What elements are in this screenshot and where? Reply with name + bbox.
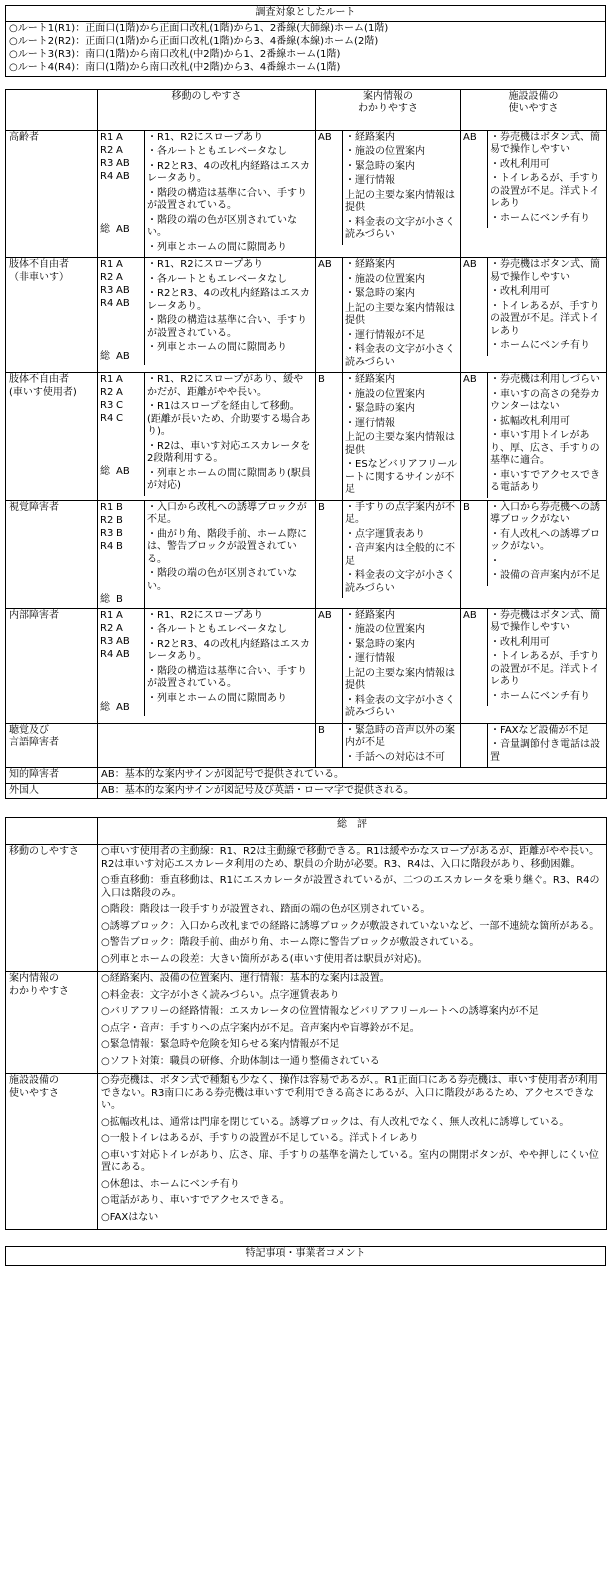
review-item: ○階段：階段は一段手すりが設置され、踏面の端の色が区別されている。 (101, 904, 431, 915)
route-code: R3 (100, 635, 114, 647)
overall-grade: B (318, 501, 325, 513)
mobility-note: ・R1、R2にスロープあり (147, 609, 264, 621)
info-note: ・緊急時の案内 (345, 403, 415, 414)
info-note: 上記の主要な案内情報は提供 (345, 667, 455, 691)
route-code: 総 (100, 466, 110, 477)
mobility-note: ・列車とホームの間に隙間あり(駅員が対応) (147, 467, 311, 491)
overall-grade: AB (463, 374, 477, 385)
info-note: ・施設の位置案内 (345, 273, 425, 285)
info-note: ・料金表の文字が小さく読みづらい (345, 570, 455, 594)
route-grade: A (116, 144, 123, 156)
mobility-note: ・各ルートともエレベータなし (147, 146, 287, 157)
info-note: ・緊急時の案内 (345, 288, 415, 299)
review-item: ○警告ブロック：階段手前、曲がり角、ホーム際に警告ブロックが敷設されている。 (101, 937, 480, 948)
facility-note: ・改札利用可 (490, 286, 550, 297)
review-section-label: 案内情報の わかりやすさ (6, 972, 98, 1074)
info-note: 上記の主要な案内情報は提供 (345, 432, 455, 456)
route-grade (116, 554, 138, 594)
review-item: ○誘導ブロック：入口から改札までの経路に誘導ブロックが敷設されていないなど、一部不連続な箇所がある。 (101, 920, 600, 932)
facility-note: ・券売機はボタン式、簡易で操作しやすい (490, 259, 600, 283)
facility-note: ・トイレあるが、手すりの設置が不足。洋式トイレあり (490, 300, 600, 337)
route-grade (116, 662, 138, 702)
review-section (6, 1074, 607, 1230)
evaluation-table (5, 89, 607, 800)
route-code: R2 (100, 387, 114, 398)
summary-label: 外国人 (6, 783, 98, 799)
mobility-note: ・入口から改札への誘導ブロックが不足。 (147, 501, 307, 525)
route-code: R1 (100, 501, 114, 513)
review-title: 総 評 (98, 818, 607, 845)
info-note: ・施設の位置案内 (345, 146, 425, 157)
route-code: R2 (100, 272, 114, 283)
review-item: ○緊急情報：緊急時や危険を知らせる案内情報が不足 (101, 1039, 340, 1050)
evaluation-row (6, 258, 607, 373)
mobility-cell (98, 373, 316, 501)
route-grade: AB (116, 648, 130, 660)
info-cell (316, 258, 461, 373)
summary-text: AB：基本的な案内サインが図記号及び英語・ローマ字で提供される。 (98, 783, 607, 799)
info-note: ・緊急時の音声以外の案内が不足 (345, 724, 455, 748)
review-item: ○垂直移動：垂直移動は、R1にエスカレータが設置されているが、二つのエスカレータを乗り継ぐ。R3、R4の入口は階段のみ。 (101, 875, 600, 899)
facility-note: ・改札利用可 (490, 158, 550, 170)
evaluation-row (6, 723, 607, 768)
info-note: ・料金表の文字が小さく読みづらい (345, 344, 455, 368)
routes-table (5, 5, 606, 77)
facility-note: ・ホームにベンチ有り (490, 340, 590, 351)
review-item: ○車いす使用者の主動線：R1、R2は主動線で移動できる。R1は緩やかなスロープがあるが、距離がやや長い。R2は車いす対応エスカレータ利用のため、駅員の介助が必要。R3、R4は、入口に階段があり、移動困難。 (101, 846, 600, 870)
info-note: ・ESなどバリアフリールートに関するサインが不足 (345, 459, 458, 495)
review-section-label: 移動のしやすさ (6, 845, 98, 972)
review-section (6, 845, 607, 972)
facility-cell (461, 608, 607, 723)
facility-note: ・拡幅改札利用可 (490, 415, 570, 427)
mobility-note: ・R2は、車いす対応エスカレータを2段階利用する。 (147, 440, 311, 464)
mobility-cell (98, 723, 316, 768)
route-grade: AB (116, 298, 130, 309)
review-item: ○料金表：文字が小さく読みづらい。点字運賃表あり (101, 989, 340, 1001)
info-note: ・施設の位置案内 (345, 624, 425, 635)
route-grade: AB (116, 285, 130, 296)
facility-note: ・ (490, 555, 500, 567)
overall-grade: AB (463, 131, 477, 143)
route-code: 総 (100, 701, 110, 713)
route-code (100, 554, 116, 594)
summary-text: AB：基本的な案内サインが図記号で提供されている。 (98, 768, 607, 784)
facility-cell (461, 373, 607, 501)
row-label: 肢体不自由者 （非車いす） (6, 258, 98, 373)
mobility-note: ・R2とR3、4の改札内経路はエスカレータあり。 (147, 288, 310, 312)
mobility-note: ・R2とR3、4の改札内経路はエスカレータあり。 (147, 638, 310, 662)
header-facility: 施設設備の 使いやすさ (461, 89, 607, 130)
facility-note: ・券売機はボタン式、簡易で操作しやすい (490, 609, 600, 633)
facility-cell (461, 258, 607, 373)
route-grade: AB (116, 635, 130, 647)
info-cell (316, 608, 461, 723)
summary-row (6, 783, 607, 799)
review-item: ○券売機は、ボタン式で種類も少なく、操作は容易であるが、。R1正面口にある券売機は、車いす使用者が利用できない。R3南口にある券売機は車いすで利用できる高さにあるが、入口に階段があるため、アクセスできない。 (101, 1075, 598, 1111)
mobility-note: ・各ルートともエレベータなし (147, 624, 287, 635)
route-code: R3 (100, 527, 114, 539)
facility-cell (461, 500, 607, 608)
route-grade: A (116, 622, 123, 634)
route-grade: B (116, 501, 123, 513)
route-code: R3 (100, 157, 114, 169)
route-code: R4 (100, 648, 114, 660)
route-grade: B (116, 514, 123, 526)
facility-note: ・車いすの高さの発券カウンターはない (490, 388, 600, 412)
info-note: ・運行情報 (345, 417, 395, 429)
facility-note: ・改札利用可 (490, 636, 550, 648)
mobility-note: ・列車とホームの間に隙間あり (147, 342, 287, 353)
info-note: ・緊急時の案内 (345, 638, 415, 650)
evaluation-row (6, 500, 607, 608)
review-item: ○FAXはない (101, 1211, 159, 1223)
route-code: R1 (100, 609, 114, 621)
route-grade: AB (116, 466, 130, 477)
summary-label: 知的障害者 (6, 768, 98, 784)
facility-note: ・入口から券売機への誘導ブロックがない (490, 501, 600, 525)
info-note: 上記の主要な案内情報は提供 (345, 189, 455, 213)
remarks-table (5, 1246, 606, 1266)
info-note: ・経路案内 (345, 131, 395, 143)
route-grade: A (116, 387, 123, 398)
review-item: ○列車とホームの段差：大きい箇所がある(車いす使用者は駅員が対応)。 (101, 953, 428, 965)
summary-row (6, 768, 607, 784)
review-item: ○バリアフリーの経路情報：エスカレータの位置情報などバリアフリールートへの誘導案内が不足 (101, 1006, 539, 1017)
header-info: 案内情報の わかりやすさ (316, 89, 461, 130)
mobility-note: ・R2とR3、4の改札内経路はエスカレータあり。 (147, 160, 310, 184)
route-grade: A (116, 272, 123, 283)
info-note: ・運行情報が不足 (345, 329, 425, 341)
row-label: 内部障害者 (6, 608, 98, 723)
facility-note: ・FAXなど設備が不足 (490, 724, 589, 736)
route-grade: C (116, 400, 123, 411)
route-code (100, 184, 116, 224)
route-grade: AB (116, 223, 130, 235)
route-item: ○ルート2(R2)：正面口(1階)から正面口改札(1階)から3、4番線(本線)ホーム(2階) (9, 35, 379, 47)
info-note: ・緊急時の案内 (345, 160, 415, 172)
info-note: ・手すりの点字案内が不足。 (345, 501, 455, 525)
row-label: 肢体不自由者 (車いす使用者) (6, 373, 98, 501)
info-note: ・手話への対応は不可 (345, 751, 445, 763)
info-note: ・料金表の文字が小さく読みづらい (345, 694, 455, 718)
review-corner (6, 818, 98, 845)
route-code: R1 (100, 374, 114, 385)
info-note: ・経路案内 (345, 374, 395, 385)
review-item: ○点字・音声：手すりへの点字案内が不足。音声案内や盲導鈴が不足。 (101, 1022, 420, 1034)
route-item: ○ルート1(R1)：正面口(1階)から正面口改札(1階)から1、2番線(大師線)ホーム(1階) (9, 22, 389, 34)
mobility-note: ・階段の構造は基準に合い、手すりが設置されている。 (147, 315, 307, 339)
facility-note: ・券売機はボタン式、簡易で操作しやすい (490, 131, 600, 155)
mobility-note: ・R1はスロープを経由して移動。(距離が長いため、介助要する場合あり)。 (147, 401, 311, 437)
route-grade: B (116, 527, 123, 539)
info-note: ・料金表の文字が小さく読みづらい (345, 216, 455, 240)
info-cell (316, 500, 461, 608)
info-note: ・経路案内 (345, 259, 395, 270)
route-code: R2 (100, 622, 114, 634)
review-section-label: 施設設備の 使いやすさ (6, 1074, 98, 1230)
evaluation-row (6, 130, 607, 258)
mobility-note: ・列車とホームの間に隙間あり (147, 692, 287, 704)
overall-grade: AB (463, 609, 477, 621)
route-code: R2 (100, 514, 114, 526)
route-code: 総 (100, 223, 110, 235)
mobility-note: ・階段の端の色が区別されていない。 (147, 214, 297, 238)
facility-note: ・ホームにベンチ有り (490, 690, 590, 702)
mobility-note: ・列車とホームの間に隙間あり (147, 241, 287, 253)
overall-grade: AB (318, 259, 332, 270)
review-section-body (98, 972, 607, 1074)
mobility-note: ・各ルートともエレベータなし (147, 273, 287, 285)
route-grade: B (116, 540, 123, 552)
review-item: ○電話があり、車いすでアクセスできる。 (101, 1195, 290, 1206)
review-table (5, 817, 607, 1230)
mobility-note: ・階段の構造は基準に合い、手すりが設置されている。 (147, 665, 307, 689)
route-code (100, 426, 116, 466)
mobility-note: ・R1、R2にスロープがあり、緩やかだが、距離がやや長い。 (147, 374, 304, 398)
route-code: R4 (100, 413, 114, 424)
review-item: ○休憩は、ホームにベンチ有り (101, 1178, 240, 1190)
row-label: 聴覚及び 言語障害者 (6, 723, 98, 768)
overall-grade: AB (318, 609, 332, 621)
overall-grade: AB (463, 259, 477, 270)
route-code: R4 (100, 540, 114, 552)
mobility-cell (98, 500, 316, 608)
corner-cell (6, 89, 98, 130)
info-cell (316, 373, 461, 501)
route-grade: A (116, 259, 123, 270)
overall-grade (461, 724, 487, 768)
mobility-note: ・R1、R2にスロープあり (147, 259, 264, 270)
route-code: R2 (100, 144, 114, 156)
review-item: ○車いす対応トイレがあり、広さ、扉、手すりの基準を満たしている。室内の開閉ボタンが、やや押しにくい位置にある。 (101, 1149, 599, 1173)
remarks-title: 特記事項・事業者コメント (6, 1247, 606, 1266)
facility-note: ・車いす用トイレがあり、厚、広さ、手すりの基準に適合。 (490, 430, 600, 466)
route-item: ○ルート3(R3)：南口(1階)から南口改札(中2階)から1、2番線ホーム(1階) (9, 48, 341, 60)
info-note: 上記の主要な案内情報は提供 (345, 302, 455, 326)
route-code: R3 (100, 285, 114, 296)
mobility-note: ・階段の構造は基準に合い、手すりが設置されている。 (147, 187, 307, 211)
review-item: ○一般トイレはあるが、手すりの設置が不足している。洋式トイレあり (101, 1133, 419, 1144)
route-code: R1 (100, 131, 114, 143)
route-code: R4 (100, 298, 114, 309)
facility-cell (461, 130, 607, 258)
route-code (100, 311, 116, 351)
facility-note: ・音量調節付き電話は設置 (490, 739, 600, 763)
evaluation-row (6, 608, 607, 723)
facility-note: ・トイレあるが、手すりの設置が不足。洋式トイレあり (490, 173, 600, 209)
row-label: 視覚障害者 (6, 500, 98, 608)
route-grade (116, 184, 138, 224)
overall-grade: B (318, 724, 325, 736)
route-grade: AB (116, 351, 130, 362)
route-code (100, 662, 116, 702)
overall-grade: AB (318, 131, 332, 143)
row-label: 高齢者 (6, 130, 98, 258)
header-mobility: 移動のしやすさ (98, 89, 316, 130)
route-grade: A (116, 131, 123, 143)
mobility-note: ・R1、R2にスロープあり (147, 131, 264, 143)
mobility-cell (98, 608, 316, 723)
route-grade: C (116, 413, 123, 424)
route-code: R4 (100, 170, 114, 182)
info-cell (316, 130, 461, 258)
review-section (6, 972, 607, 1074)
overall-grade: B (318, 374, 325, 385)
route-grade: A (116, 609, 123, 621)
routes-list (6, 21, 606, 76)
review-item: ○経路案内、設備の位置案内、運行情報：基本的な案内は設置。 (101, 973, 390, 984)
route-grade: AB (116, 701, 130, 713)
route-item: ○ルート4(R4)：南口(1階)から南口改札(中2階)から3、4番線ホーム(1階) (9, 61, 341, 73)
review-item: ○ソフト対策：職員の研修、介助体制は一通り整備されている (101, 1055, 380, 1067)
review-section-body (98, 845, 607, 972)
route-grade: AB (116, 170, 130, 182)
facility-note: ・トイレあるが、手すりの設置が不足。洋式トイレあり (490, 651, 600, 687)
evaluation-row (6, 373, 607, 501)
route-grade: A (116, 374, 123, 385)
facility-note: ・券売機は利用しづらい (490, 374, 600, 385)
routes-title: 調査対象としたルート (6, 6, 606, 22)
route-code: 総 (100, 593, 110, 605)
route-grade (116, 311, 138, 351)
facility-cell (461, 723, 607, 768)
info-note: ・点字運賃表あり (345, 528, 425, 540)
review-item: ○拡幅改札は、通常は門扉を閉じている。誘導ブロックは、有人改札でなく、無人改札に誘導している。 (101, 1116, 570, 1128)
route-code: R3 (100, 400, 114, 411)
info-note: ・運行情報 (345, 653, 395, 664)
mobility-cell (98, 130, 316, 258)
route-grade: B (116, 593, 123, 605)
facility-note: ・有人改札への誘導ブロックがない。 (490, 528, 600, 552)
facility-note: ・ホームにベンチ有り (490, 212, 590, 224)
mobility-cell (98, 258, 316, 373)
info-note: ・音声案内は全般的に不足 (345, 543, 455, 567)
review-section-body (98, 1074, 607, 1230)
route-grade: AB (116, 157, 130, 169)
overall-grade: B (463, 501, 470, 513)
mobility-note: ・階段の端の色が区別されていない。 (147, 568, 297, 592)
route-grade (116, 426, 138, 466)
mobility-note: ・曲がり角、階段手前、ホーム際には、警告ブロックが設置されている。 (147, 528, 307, 565)
info-note: ・施設の位置案内 (345, 388, 425, 400)
route-code: R1 (100, 259, 114, 270)
info-note: ・運行情報 (345, 175, 395, 186)
info-cell (316, 723, 461, 768)
facility-note: ・車いすでアクセスできる電話あり (490, 469, 600, 493)
route-code: 総 (100, 351, 110, 362)
facility-note: ・設備の音声案内が不足 (490, 570, 600, 581)
info-note: ・経路案内 (345, 609, 395, 621)
